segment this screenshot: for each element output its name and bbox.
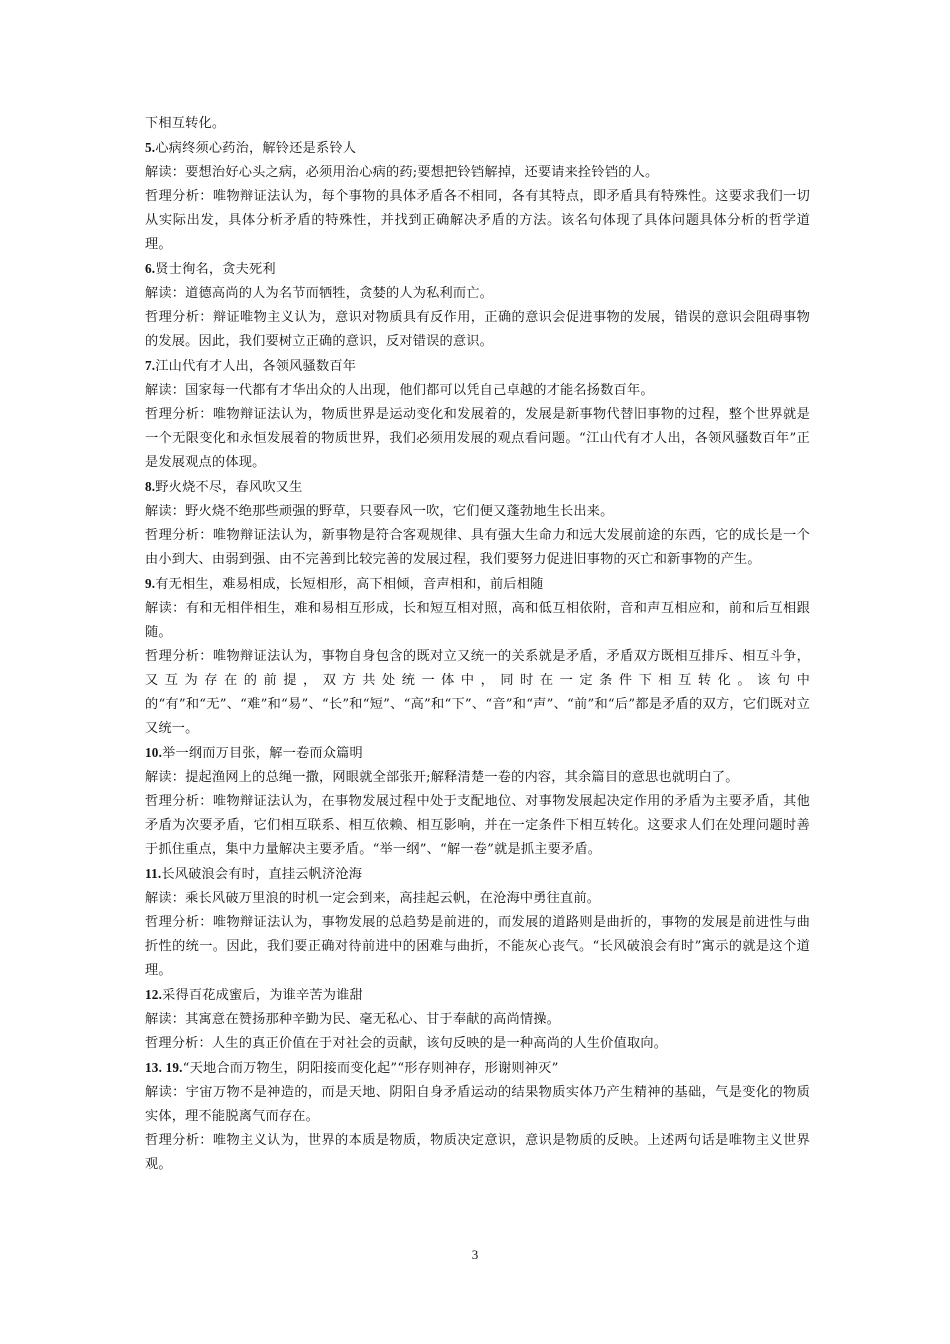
item-interpretation: 解读：道德高尚的人为名节而牺牲，贪婪的人为私利而亡。 [145,286,494,301]
item-title: 心病终须心药治，解铃还是系铃人 [155,141,357,156]
item-number: 5. [145,140,156,155]
item-analysis: 哲理分析：唯物辩证法认为，物质世界是运动变化和发展着的，发展是新事物代替旧事物的过程，整个世界就是一个无限变化和永恒发展着的物质世界，我们必须用发展的观点看问题。“江山代有才人出，各领风骚数百年”正是发展观点的体现。 [145,407,810,470]
item-interpretation: 解读：其寓意在赞扬那种辛勤为民、毫无私心、甘于奉献的高尚情操。 [145,1012,561,1027]
item-interpretation: 解读：野火烧不绝那些顽强的野草，只要春风一吹，它们便又蓬勃地生长出来。 [145,504,614,519]
item-heading [145,354,810,379]
item-title: 举一纲而万目张，解一卷而众篇明 [162,746,363,761]
item-title: 有无相生，难易相成，长短相形，高下相倾，音声相和，前后相随 [155,577,544,592]
item-number: 6. [145,261,156,276]
item-analysis: 哲理分析：唯物辩证法认为，事物自身包含的既对立又统一的关系就是矛盾，矛盾双方既相互排斥、相互斗争，又互为存在的前提，双方共处统一体中，同时在一定条件下相互转化。该句中的“有”和“无”、“难”和“易”、“长”和“短”、“高”和“下”、“音”和“声”、“前”和“后”都是矛盾的双方，它们既对立又统一。 [145,649,810,736]
item-analysis: 哲理分析：唯物辩证法认为，在事物发展过程中处于支配地位、对事物发展起决定作用的矛盾为主要矛盾，其他矛盾为次要矛盾，它们相互联系、相互依赖、相互影响，并在一定条件下相互转化。这要求人们在处理问题时善于抓住重点，集中力量解决主要矛盾。“举一纲”、“解一卷”就是抓主要矛盾。 [145,794,810,857]
item-number: 8. [145,479,156,494]
item-title: 采得百花成蜜后，为谁辛苦为谁甜 [162,988,363,1003]
item-heading [145,475,810,500]
item-title: 长风破浪会有时，直挂云帆济沧海 [161,867,363,882]
item-number: 10. [145,745,163,760]
item-heading [145,572,810,597]
item-analysis: 哲理分析：唯物辩证法认为，新事物是符合客观规律、具有强大生命力和远大发展前途的东西，它的成长是一个由小到大、由弱到强、由不完善到比较完善的发展过程，我们要努力促进旧事物的灭亡和新事物的产生。 [145,528,810,567]
item-number: 13. 19. [145,1060,183,1075]
item-analysis: 哲理分析：唯物主义认为，世界的本质是物质，物质决定意识，意识是物质的反映。上述两句话是唯物主义世界观。 [145,1133,810,1172]
item-title: 野火烧不尽，春风吹又生 [155,480,303,495]
item-heading [145,1056,810,1081]
item-heading [145,862,810,887]
page-number: 3 [471,1247,479,1262]
item-number: 9. [145,576,156,591]
item-number: 7. [145,358,156,373]
item-number: 12. [145,987,163,1002]
item-title: 江山代有才人出，各领风骚数百年 [155,359,357,374]
item-title: “天地合而万物生，阴阳接而变化起”“形存则神存，形谢则神灭” [182,1061,559,1076]
item-interpretation: 解读：要想治好心头之病，必须用治心病的药;要想把铃铛解掉，还要请来拴铃铛的人。 [145,165,659,180]
item-heading [145,741,810,766]
item-heading [145,983,810,1008]
item-interpretation: 解读：宇宙万物不是神造的，而是天地、阴阳自身矛盾运动的结果物质实体乃产生精神的基础，气是变化的物质实体，理不能脱离气而存在。 [145,1085,810,1124]
item-analysis: 哲理分析：唯物辩证法认为，每个事物的具体矛盾各不相同，各有其特点，即矛盾具有特殊性。这要求我们一切从实际出发，具体分析矛盾的特殊性，并找到正确解决矛盾的方法。该名句体现了具体问题具体分析的哲学道理。 [145,189,810,252]
lead-line: 下相互转化。 [145,116,226,131]
item-number: 11. [145,866,162,881]
item-title: 贤士徇名，贪夫死利 [155,262,276,277]
item-analysis: 哲理分析：辩证唯物主义认为，意识对物质具有反作用，正确的意识会促进事物的发展，错误的意识会阻碍事物的发展。因此，我们要树立正确的意识，反对错误的意识。 [145,310,810,349]
item-interpretation: 解读：有和无相伴相生，难和易相互形成，长和短互相对照，高和低互相依附，音和声互相应和，前和后互相跟随。 [145,601,810,640]
item-heading [145,136,810,161]
item-interpretation: 解读：乘长风破万里浪的时机一定会到来，高挂起云帆，在沧海中勇往直前。 [145,891,601,906]
page-content [145,112,810,1177]
item-analysis: 哲理分析：唯物辩证法认为，事物发展的总趋势是前进的，而发展的道路则是曲折的，事物的发展是前进性与曲折性的统一。因此，我们要正确对待前进中的困难与曲折，不能灰心丧气。“长风破浪会有时”寓示的就是这个道理。 [145,915,810,978]
item-analysis: 哲理分析：人生的真正价值在于对社会的贡献，该句反映的是一种高尚的人生价值取向。 [145,1036,668,1051]
item-interpretation: 解读：提起渔网上的总绳一撒，网眼就全部张开;解释清楚一卷的内容，其余篇目的意思也就明白了。 [145,770,739,785]
item-heading [145,257,810,282]
item-interpretation: 解读：国家每一代都有才华出众的人出现，他们都可以凭自己卓越的才能名扬数百年。 [145,383,654,398]
